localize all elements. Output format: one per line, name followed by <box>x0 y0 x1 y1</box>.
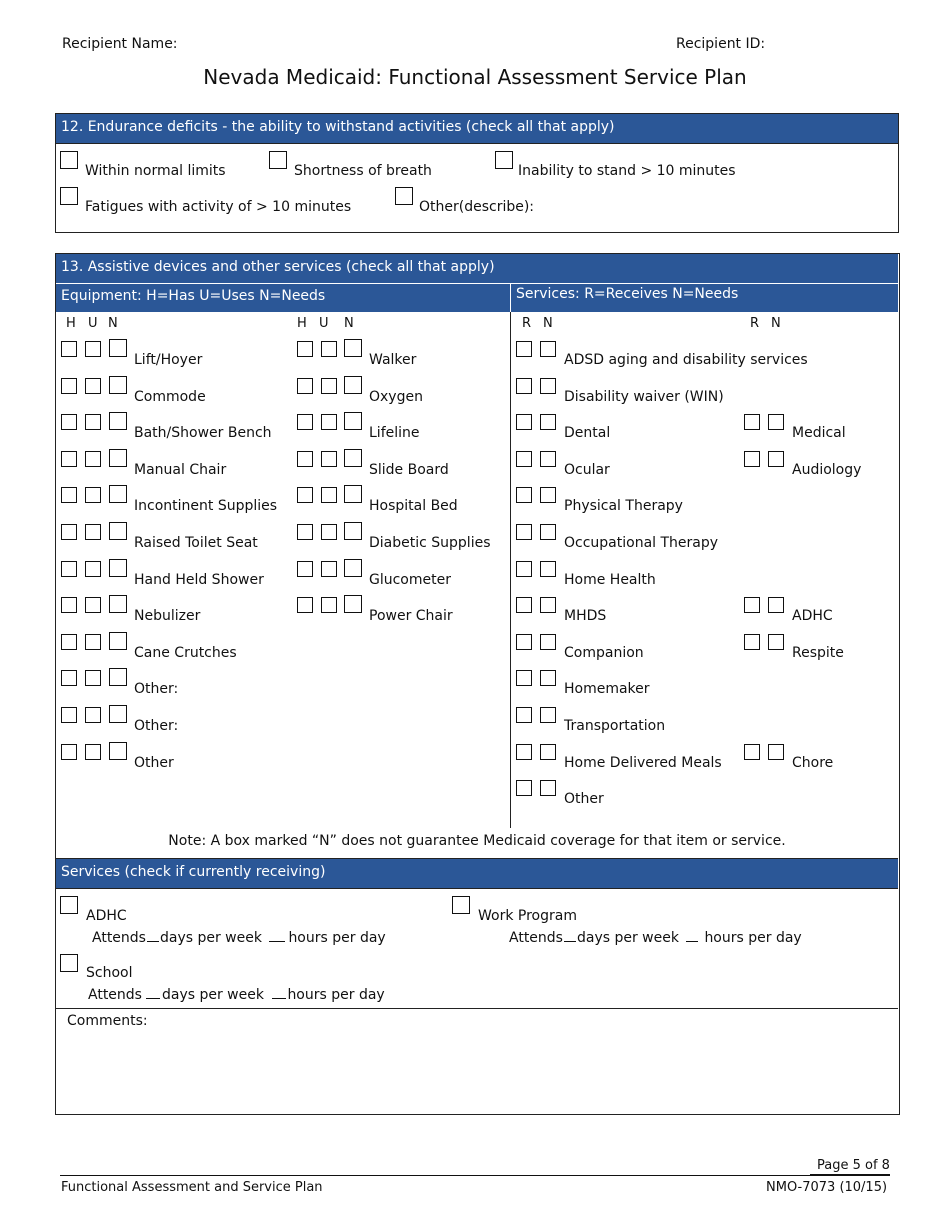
service-right-0-checkbox[interactable] <box>744 414 760 430</box>
recipient-name-label: Recipient Name: <box>62 36 178 52</box>
service-left-12-checkbox[interactable] <box>516 780 532 796</box>
hours-blank[interactable] <box>272 998 286 999</box>
subheading-row <box>56 283 898 312</box>
col-u: U <box>319 316 329 331</box>
days-label: days per week <box>576 930 679 946</box>
coverage-note: Note: A box marked “N” does not guarantee Medicaid coverage for that item or service. <box>168 833 786 849</box>
service-right-3-checkbox[interactable] <box>768 634 784 650</box>
equipment-label: Cane Crutches <box>134 644 237 661</box>
service-left-11-checkbox[interactable] <box>516 744 532 760</box>
equipment-right-1-checkbox[interactable] <box>344 376 362 394</box>
equipment-right-3-checkbox[interactable] <box>344 449 362 467</box>
hours-blank[interactable] <box>269 941 285 942</box>
hours-label: hours per day <box>288 930 386 946</box>
hours-label: hours per day <box>287 987 385 1003</box>
service-right-1-checkbox[interactable] <box>744 451 760 467</box>
page-number: Page 5 of 8 <box>817 1158 890 1173</box>
col-n: N <box>344 316 354 331</box>
attends-label: Attends <box>509 930 563 946</box>
days-label: days per week <box>161 987 264 1003</box>
recipient-id-label: Recipient ID: <box>676 36 766 52</box>
equipment-right-5-checkbox[interactable] <box>297 524 313 540</box>
school-label: School <box>86 965 133 981</box>
equipment-right-4-checkbox[interactable] <box>297 487 313 503</box>
equipment-left-7-checkbox[interactable] <box>85 597 101 613</box>
equipment-label: Oxygen <box>369 388 423 405</box>
equipment-right-5-checkbox[interactable] <box>344 522 362 540</box>
equipment-label: Other <box>134 754 174 771</box>
equipment-label: Slide Board <box>369 461 449 478</box>
equipment-left-2-checkbox[interactable] <box>61 414 77 430</box>
service-label: Home Delivered Meals <box>564 754 722 771</box>
page-title: Nevada Medicaid: Functional Assessment Service Plan <box>203 65 747 89</box>
equipment-left-11-checkbox[interactable] <box>61 744 77 760</box>
service-label: Transportation <box>564 718 666 734</box>
equipment-label: Nebulizer <box>134 608 201 625</box>
fatigues-checkbox[interactable] <box>60 187 78 205</box>
equipment-right-3-checkbox[interactable] <box>321 451 337 467</box>
equipment-left-3-checkbox[interactable] <box>85 451 101 467</box>
service-label: Disability waiver (WIN) <box>564 388 724 405</box>
col-n: N <box>108 316 118 331</box>
service-label: Other <box>564 791 604 808</box>
footer-form-title: Functional Assessment and Service Plan <box>61 1180 323 1195</box>
service-left-5-checkbox[interactable] <box>540 524 556 540</box>
equipment-left-6-checkbox[interactable] <box>85 561 101 577</box>
inability-to-stand-checkbox[interactable] <box>495 151 513 169</box>
service-label: Home Health <box>564 571 656 588</box>
equipment-left-7-checkbox[interactable] <box>61 597 77 613</box>
days-blank[interactable] <box>564 941 576 942</box>
service-right-2-checkbox[interactable] <box>744 597 760 613</box>
service-label: Physical Therapy <box>564 498 683 515</box>
equipment-right-7-checkbox[interactable] <box>321 597 337 613</box>
service-label: Dental <box>564 425 611 442</box>
service-left-11-checkbox[interactable] <box>540 744 556 760</box>
service-left-3-checkbox[interactable] <box>516 451 532 467</box>
service-label: ADSD aging and disability services <box>564 352 808 368</box>
services-receiving-heading: Services (check if currently receiving) <box>56 858 898 888</box>
equipment-left-5-checkbox[interactable] <box>61 524 77 540</box>
service-left-6-checkbox[interactable] <box>516 561 532 577</box>
equipment-label: Raised Toilet Seat <box>134 535 258 551</box>
equipment-left-10-checkbox[interactable] <box>61 707 77 723</box>
hours-label: hours per day <box>704 930 802 946</box>
service-left-2-checkbox[interactable] <box>540 414 556 430</box>
section-13-heading: 13. Assistive devices and other services (check all that apply) <box>56 254 898 283</box>
col-r: R <box>750 316 760 331</box>
equipment-left-3-checkbox[interactable] <box>61 451 77 467</box>
school-attends <box>88 987 385 1003</box>
equipment-left-2-checkbox[interactable] <box>85 414 101 430</box>
equipment-left-8-checkbox[interactable] <box>85 634 101 650</box>
section-13-box <box>55 253 900 1115</box>
service-left-12-checkbox[interactable] <box>540 780 556 796</box>
option-label: Within normal limits <box>85 163 226 179</box>
days-label: days per week <box>159 930 262 946</box>
col-u: U <box>88 316 98 331</box>
equipment-right-3-checkbox[interactable] <box>297 451 313 467</box>
equipment-right-6-checkbox[interactable] <box>321 561 337 577</box>
service-left-8-checkbox[interactable] <box>540 634 556 650</box>
equipment-left-0-checkbox[interactable] <box>61 341 77 357</box>
service-left-9-checkbox[interactable] <box>540 670 556 686</box>
equipment-right-0-checkbox[interactable] <box>321 341 337 357</box>
adhc-label: ADHC <box>86 908 127 924</box>
equipment-right-1-checkbox[interactable] <box>297 378 313 394</box>
equipment-right-6-checkbox[interactable] <box>344 559 362 577</box>
equipment-left-2-checkbox[interactable] <box>109 412 127 430</box>
equipment-right-5-checkbox[interactable] <box>321 524 337 540</box>
comments-label: Comments: <box>67 1013 148 1029</box>
equipment-label: Commode <box>134 388 206 405</box>
service-left-1-checkbox[interactable] <box>540 378 556 394</box>
service-left-6-checkbox[interactable] <box>540 561 556 577</box>
service-left-7-checkbox[interactable] <box>516 597 532 613</box>
service-left-8-checkbox[interactable] <box>516 634 532 650</box>
service-label: Ocular <box>564 461 610 478</box>
equipment-label: Walker <box>369 352 417 368</box>
service-label: Audiology <box>792 461 862 478</box>
equipment-left-3-checkbox[interactable] <box>109 449 127 467</box>
work-attends <box>509 930 802 946</box>
days-blank[interactable] <box>147 941 159 942</box>
service-right-0-checkbox[interactable] <box>768 414 784 430</box>
attends-label: Attends <box>88 987 142 1003</box>
hours-blank[interactable] <box>686 941 698 942</box>
equipment-left-11-checkbox[interactable] <box>109 742 127 760</box>
footer-form-number: NMO-7073 (10/15) <box>766 1180 888 1195</box>
attends-label: Attends <box>92 930 146 946</box>
equipment-label: Other: <box>134 718 179 734</box>
equipment-label: Diabetic Supplies <box>369 535 491 551</box>
col-h: H <box>66 316 76 331</box>
within-normal-limits-checkbox[interactable] <box>60 151 78 169</box>
school-checkbox[interactable] <box>60 954 78 972</box>
option-label: Shortness of breath <box>294 163 432 179</box>
equipment-left-9-checkbox[interactable] <box>109 668 127 686</box>
service-left-1-checkbox[interactable] <box>516 378 532 394</box>
option-label: Fatigues with activity of > 10 minutes <box>85 199 352 215</box>
service-left-4-checkbox[interactable] <box>516 487 532 503</box>
option-label: Other(describe): <box>419 199 535 215</box>
service-label: Medical <box>792 425 846 442</box>
service-label: Respite <box>792 644 844 661</box>
equipment-right-4-checkbox[interactable] <box>321 487 337 503</box>
service-label: Occupational Therapy <box>564 535 719 551</box>
equipment-label: Power Chair <box>369 608 453 625</box>
equipment-left-1-checkbox[interactable] <box>109 376 127 394</box>
equipment-right-2-checkbox[interactable] <box>344 412 362 430</box>
comments-field[interactable] <box>60 1032 894 1110</box>
days-blank[interactable] <box>146 998 160 999</box>
service-left-0-checkbox[interactable] <box>516 341 532 357</box>
equipment-right-7-checkbox[interactable] <box>297 597 313 613</box>
col-n: N <box>543 316 553 331</box>
equipment-left-0-checkbox[interactable] <box>85 341 101 357</box>
equipment-left-4-checkbox[interactable] <box>61 487 77 503</box>
equipment-left-4-checkbox[interactable] <box>85 487 101 503</box>
equipment-label: Glucometer <box>369 571 451 588</box>
equipment-left-1-checkbox[interactable] <box>61 378 77 394</box>
other-describe-checkbox[interactable] <box>395 187 413 205</box>
service-left-5-checkbox[interactable] <box>516 524 532 540</box>
equipment-left-8-checkbox[interactable] <box>61 634 77 650</box>
adhc-checkbox[interactable] <box>60 896 78 914</box>
equipment-label: Lift/Hoyer <box>134 352 203 368</box>
equipment-left-10-checkbox[interactable] <box>85 707 101 723</box>
shortness-of-breath-checkbox[interactable] <box>269 151 287 169</box>
equipment-left-10-checkbox[interactable] <box>109 705 127 723</box>
equipment-label: Other: <box>134 681 179 698</box>
service-label: MHDS <box>564 608 607 625</box>
service-label: Homemaker <box>564 681 650 698</box>
equipment-right-2-checkbox[interactable] <box>297 414 313 430</box>
service-right-3-checkbox[interactable] <box>744 634 760 650</box>
equipment-right-1-checkbox[interactable] <box>321 378 337 394</box>
equipment-label: Manual Chair <box>134 461 227 478</box>
services-heading: Services: R=Receives N=Needs <box>516 286 739 302</box>
work-program-checkbox[interactable] <box>452 896 470 914</box>
service-label: Chore <box>792 754 834 771</box>
equipment-right-0-checkbox[interactable] <box>344 339 362 357</box>
equipment-label: Incontinent Supplies <box>134 498 278 515</box>
col-r: R <box>522 316 532 331</box>
equipment-label: Bath/Shower Bench <box>134 425 272 442</box>
equipment-left-6-checkbox[interactable] <box>109 559 127 577</box>
service-left-3-checkbox[interactable] <box>540 451 556 467</box>
equipment-left-7-checkbox[interactable] <box>109 595 127 613</box>
equipment-left-5-checkbox[interactable] <box>109 522 127 540</box>
equipment-left-11-checkbox[interactable] <box>85 744 101 760</box>
service-left-4-checkbox[interactable] <box>540 487 556 503</box>
section-12-heading: 12. Endurance deficits - the ability to withstand activities (check all that apply) <box>56 114 898 143</box>
service-left-10-checkbox[interactable] <box>540 707 556 723</box>
service-left-10-checkbox[interactable] <box>516 707 532 723</box>
equipment-left-9-checkbox[interactable] <box>85 670 101 686</box>
service-left-2-checkbox[interactable] <box>516 414 532 430</box>
equipment-left-8-checkbox[interactable] <box>109 632 127 650</box>
equipment-right-2-checkbox[interactable] <box>321 414 337 430</box>
service-label: Companion <box>564 644 644 661</box>
equipment-left-5-checkbox[interactable] <box>85 524 101 540</box>
equipment-label: Hospital Bed <box>369 498 458 515</box>
adhc-attends <box>92 930 386 946</box>
service-left-0-checkbox[interactable] <box>540 341 556 357</box>
equipment-right-0-checkbox[interactable] <box>297 341 313 357</box>
equipment-left-6-checkbox[interactable] <box>61 561 77 577</box>
equipment-label: Hand Held Shower <box>134 571 264 588</box>
equipment-left-9-checkbox[interactable] <box>61 670 77 686</box>
option-label: Inability to stand > 10 minutes <box>518 163 736 179</box>
service-left-7-checkbox[interactable] <box>540 597 556 613</box>
equipment-right-7-checkbox[interactable] <box>344 595 362 613</box>
col-h: H <box>297 316 307 331</box>
col-n: N <box>771 316 781 331</box>
equipment-left-0-checkbox[interactable] <box>109 339 127 357</box>
service-right-4-checkbox[interactable] <box>744 744 760 760</box>
service-left-9-checkbox[interactable] <box>516 670 532 686</box>
service-label: ADHC <box>792 608 833 625</box>
equipment-left-1-checkbox[interactable] <box>85 378 101 394</box>
service-right-2-checkbox[interactable] <box>768 597 784 613</box>
equipment-heading: Equipment: H=Has U=Uses N=Needs <box>61 288 326 304</box>
work-program-label: Work Program <box>478 908 577 924</box>
equipment-label: Lifeline <box>369 425 420 442</box>
equipment-right-4-checkbox[interactable] <box>344 485 362 503</box>
service-right-1-checkbox[interactable] <box>768 451 784 467</box>
equipment-right-6-checkbox[interactable] <box>297 561 313 577</box>
equipment-left-4-checkbox[interactable] <box>109 485 127 503</box>
service-right-4-checkbox[interactable] <box>768 744 784 760</box>
